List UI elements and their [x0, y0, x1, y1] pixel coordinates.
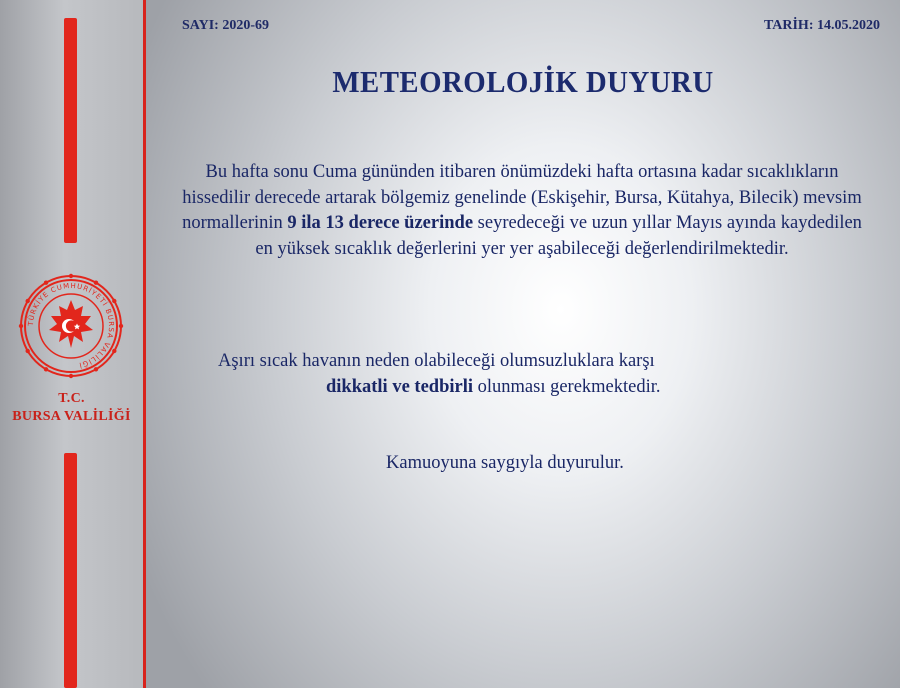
document-number: SAYI: 2020-69: [182, 18, 269, 33]
document-date: TARİH: 14.05.2020: [763, 18, 880, 33]
red-bar-bottom: [64, 453, 77, 688]
org-name-line1: T.C.: [58, 391, 85, 406]
para2-line2: [218, 375, 778, 401]
announcement-paragraph-1: [172, 160, 872, 262]
para1-text-end: seyredeceği ve uzun yıllar Mayıs ayında kaydedilen en yüksek sıcaklık değerlerini yer yer aşabileceği değerlendirilmektedir.: [255, 213, 862, 259]
closing-statement: Kamuoyuna saygıyla duyurulur.: [386, 453, 624, 473]
bursa-governorship-seal-icon: [17, 272, 125, 380]
announcement-paragraph-2: [218, 349, 778, 400]
svg-text:TÜRKİYE CUMHURİYETİ BURSA VALİ: TÜRKİYE CUMHURİYETİ BURSA VALİLİĞİ: [26, 281, 116, 370]
para1-text-start: Bu hafta sonu Cuma gününden itibaren önümüzdeki hafta ortasına kadar sıcaklıkların hissedilir derecede artarak bölgemiz genelinde (Eskişehir, Bursa, Kütahya, Bilecik) mevsim normallerinin: [182, 162, 862, 233]
para2-highlight: dikkatli ve tedbirli: [326, 376, 473, 397]
red-bar-top: [64, 18, 77, 243]
org-name-line2: BURSA VALİLİĞİ: [12, 409, 131, 424]
para2-line1: Aşırı sıcak havanın neden olabileceği olumsuzluklara karşı: [218, 351, 655, 371]
sidebar: [0, 0, 143, 688]
announcement-panel: [146, 0, 900, 688]
para1-highlight: 9 ila 13 derece üzerinde: [287, 213, 474, 233]
para2-text-end: olunması gerekmektedir.: [473, 376, 661, 397]
page-title: METEOROLOJİK DUYURU: [332, 64, 714, 99]
